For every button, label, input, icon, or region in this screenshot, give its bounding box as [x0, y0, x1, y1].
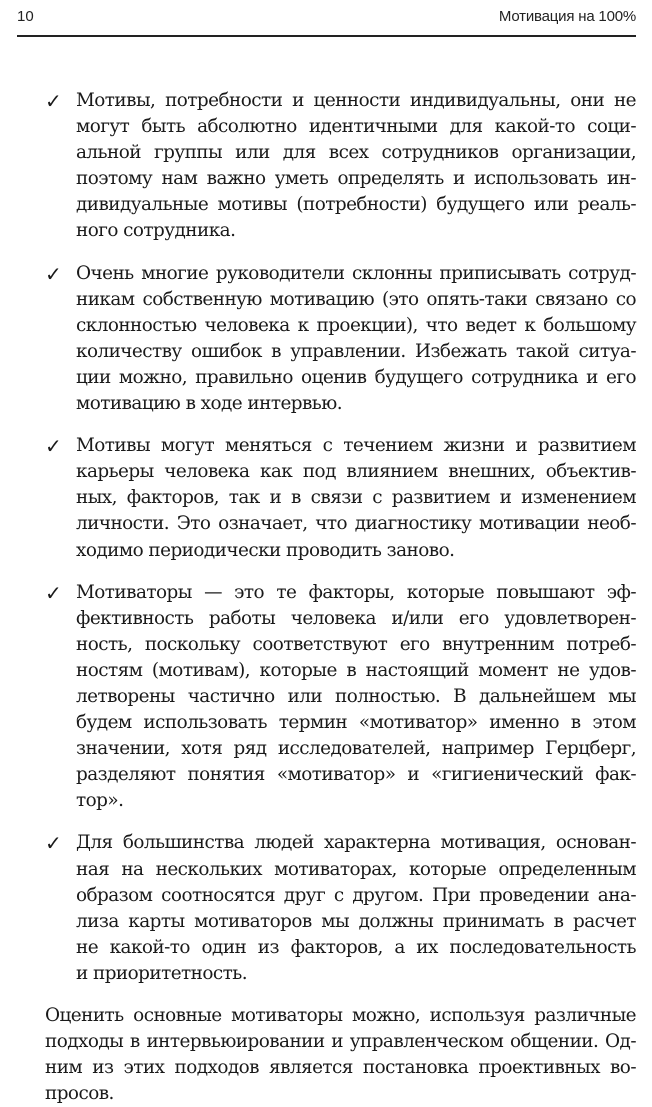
- bullet-list: [45, 88, 636, 987]
- page-number: 10: [17, 8, 34, 25]
- page-header: [17, 5, 636, 37]
- running-title: Мотивация на 100%: [498, 8, 636, 25]
- bullet-text: Мотивы, потребности и ценности индивидуальны, они не могут быть абсолютно идентичными для какой-то соци- альной группы или для всех сотрудников организации, поэтому нам важно уметь определять и использовать ин- дивидуальные мотивы (потребности) будущего или реаль- ного сотрудника.: [76, 90, 636, 242]
- list-item: [45, 261, 636, 418]
- checkmark-icon: ✓: [45, 580, 62, 605]
- checkmark-icon: ✓: [45, 261, 62, 286]
- closing-paragraph: Оценить основные мотиваторы можно, используя различные подходы в интервьюировании и управленческом общении. Од- ним из этих подходов является постановка проективных во- просов.: [45, 1005, 636, 1105]
- bullet-text: Очень многие руководители склонны приписывать сотруд- никам собственную мотивацию (это опять-таки связано со склонностью человека к проекции), что ведет к большому количеству ошибок в управлении. Избежать такой ситуа- ции можно, правильно оценив будущего сотрудника и его мотивацию в ходе интервью.: [76, 262, 636, 415]
- checkmark-icon: ✓: [45, 434, 62, 459]
- page-body: [45, 88, 636, 1107]
- checkmark-icon: ✓: [45, 89, 62, 113]
- bullet-text: Мотиваторы — это те факторы, которые повышают эф- фективность работы человека и/или его удовлетворен- ность, поскольку соответствуют его внутренним потреб- ностям (мотивам), которые в настоящий момент не удов- летворены частично или полностью. В дальнейшем мы будем использовать термин «мотиватор» именно в этом значении, хотя ряд исследователей, например Герцберг, разделяют понятия «мотиватор» и «гигиенический фак- тор».: [76, 581, 636, 812]
- list-item: [45, 433, 636, 563]
- bullet-text: Для большинства людей характерна мотивация, основан- ная на нескольких мотиваторах, которые определенным образом соотносятся друг с другом. При проведении ана- лиза карты мотиваторов мы должны принимать в расчет не какой-то один из факторов, а их последовательность и приоритетность.: [76, 832, 636, 984]
- checkmark-icon: ✓: [45, 831, 62, 856]
- list-item: [45, 88, 636, 245]
- bullet-text: Мотивы могут меняться с течением жизни и развитием карьеры человека как под влиянием внешних, объектив- ных, факторов, так и в связи с развитием и изменением личности. Это означает, что диагностику мотивации необ- ходимо периодически проводить заново.: [76, 435, 636, 561]
- list-item: [45, 830, 636, 987]
- list-item: [45, 580, 636, 815]
